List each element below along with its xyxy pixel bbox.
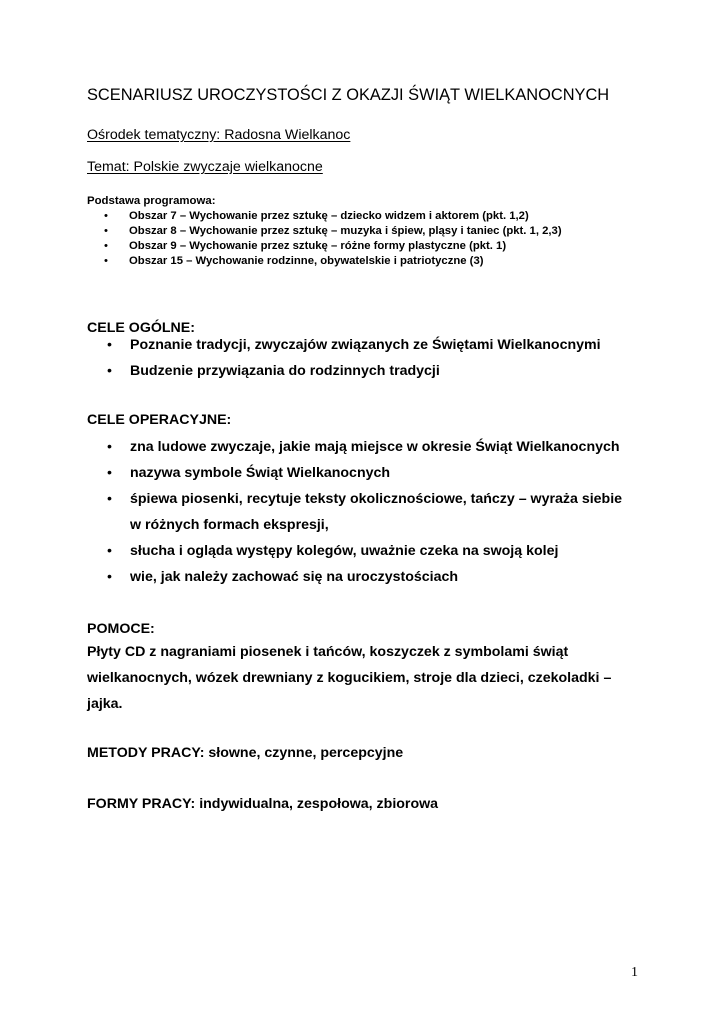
aids-line: wielkanocnych, wózek drewniany z kogucikiem, stroje dla dzieci, czekoladki – — [87, 670, 612, 686]
page-number: 1 — [631, 965, 638, 980]
curriculum-item: • Obszar 8 – Wychowanie przez sztukę – muzyka i śpiew, pląsy i taniec (pkt. 1, 2,3) — [87, 224, 562, 239]
general-goal-item: • Budzenie przywiązania do rodzinnych tradycji — [87, 358, 601, 384]
aids-heading: POMOCE: — [87, 621, 155, 637]
operational-goal-line: • śpiewa piosenki, recytuje teksty okolicznościowe, tańczy – wyraża siebie — [130, 491, 623, 507]
curriculum-label: Podstawa programowa: — [87, 195, 216, 207]
operational-goals-heading: CELE OPERACYJNE: — [87, 412, 232, 428]
operational-goal-item: • nazywa symbole Świąt Wielkanocnych — [87, 460, 622, 486]
operational-goals-list — [87, 434, 622, 590]
curriculum-item: • Obszar 9 – Wychowanie przez sztukę – różne formy plastyczne (pkt. 1) — [87, 239, 562, 254]
aids-line: jajka. — [87, 696, 123, 712]
operational-goal-item: • zna ludowe zwyczaje, jakie mają miejsce w okresie Świąt Wielkanocnych — [87, 434, 622, 460]
page-title: SCENARIUSZ UROCZYSTOŚCI Z OKAZJI ŚWIĄT WIELKANOCNYCH — [87, 86, 610, 104]
curriculum-list — [87, 209, 562, 269]
curriculum-item: • Obszar 15 – Wychowanie rodzinne, obywatelskie i patriotyczne (3) — [87, 254, 562, 269]
aids-paragraph — [87, 639, 647, 717]
operational-goal-item: • słucha i ogląda występy kolegów, uważnie czeka na swoją kolej — [87, 538, 622, 564]
aids-line: Płyty CD z nagraniami piosenek i tańców, koszyczek z symbolami świąt — [87, 644, 569, 660]
operational-goal-item: • wie, jak należy zachować się na uroczystościach — [87, 564, 622, 590]
general-goal-item: • Poznanie tradycji, zwyczajów związanych ze Świętami Wielkanocnymi — [87, 332, 601, 358]
thematic-center-heading: Ośrodek tematyczny: Radosna Wielkanoc — [87, 127, 351, 143]
curriculum-item: • Obszar 7 – Wychowanie przez sztukę – dziecko widzem i aktorem (pkt. 1,2) — [87, 209, 562, 224]
operational-goal-line: w różnych formach ekspresji, — [130, 517, 329, 533]
work-forms: FORMY PRACY: indywidualna, zespołowa, zbiorowa — [87, 796, 439, 812]
work-methods: METODY PRACY: słowne, czynne, percepcyjne — [87, 745, 404, 761]
operational-goal-item — [87, 486, 622, 538]
general-goals-heading: CELE OGÓLNE: — [87, 320, 195, 336]
topic-heading: Temat: Polskie zwyczaje wielkanocne — [87, 159, 323, 175]
general-goals-list — [87, 332, 601, 384]
